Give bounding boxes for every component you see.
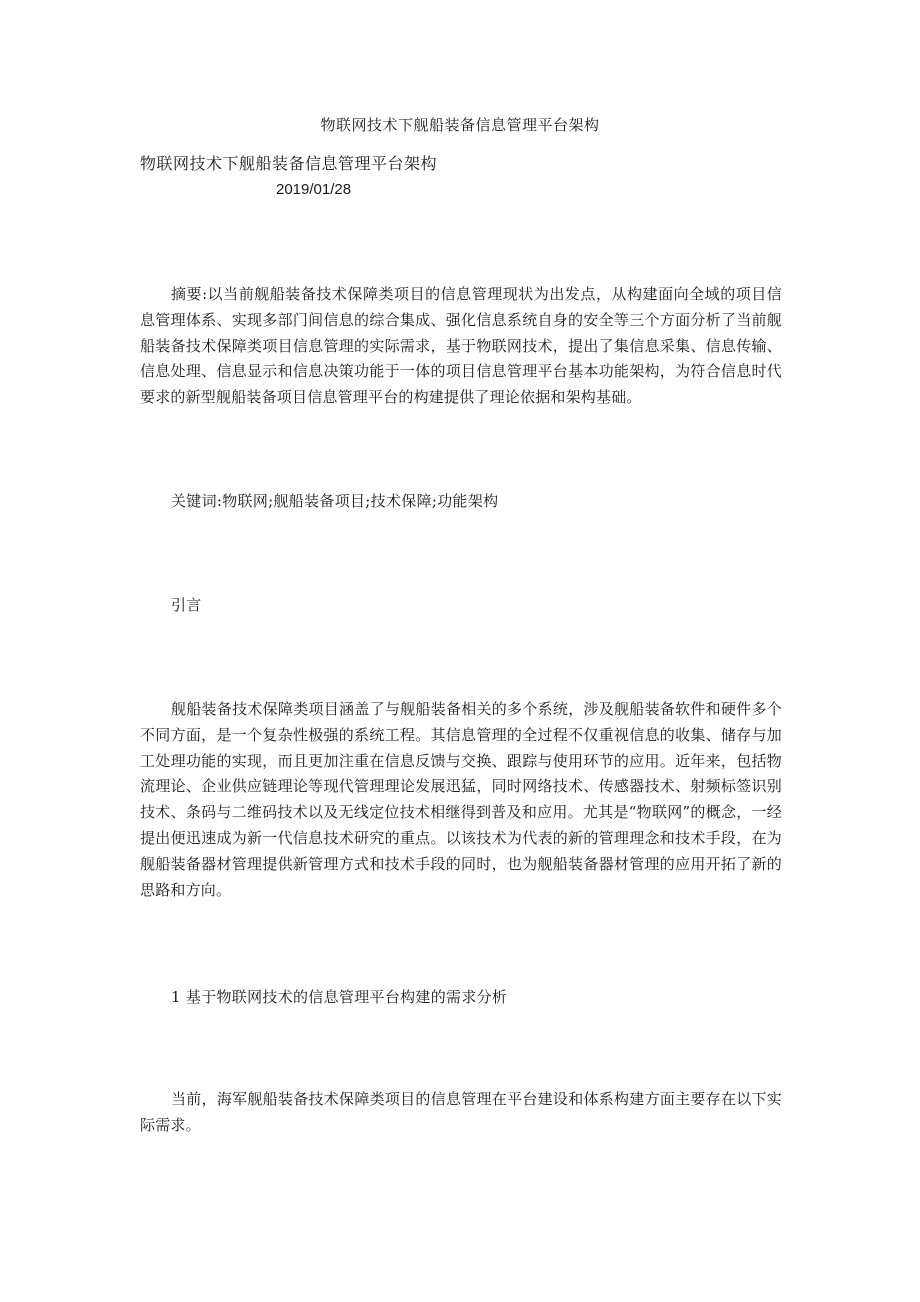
page-header-title: 物联网技术下舰船装备信息管理平台架构: [320, 116, 600, 134]
intro-paragraph: 舰船装备技术保障类项目涵盖了与舰船装备相关的多个系统，涉及舰船装备软件和硬件多个不同方面，是一个复杂性极强的系统工程。其信息管理的全过程不仅重视信息的收集、储存与加工处理功能的实现，而且更加注重在信息反馈与交换、跟踪与使用环节的应用。近年来，包括物流理论、企业供应链理论等现代管理理论发展迅猛，同时网络技术、传感器技术、射频标签识别技术、条码与二维码技术以及无线定位技术相继得到普及和应用。尤其是“物联网”的概念，一经提出便迅速成为新一代信息技术研究的重点。以该技术为代表的新的管理理念和技术手段，在为舰船装备器材管理提供新管理方式和技术手段的同时，也为舰船装备器材管理的应用开拓了新的思路和方向。: [140, 700, 782, 899]
document-title: 物联网技术下舰船装备信息管理平台架构: [140, 154, 438, 173]
section-1-paragraph: 当前，海军舰船装备技术保障类项目的信息管理在平台建设和体系构建方面主要存在以下实际需求。: [140, 1090, 782, 1134]
keywords-line: 关键词:物联网;舰船装备项目;技术保障;功能架构: [171, 492, 499, 510]
document-date: 2019/01/28: [276, 181, 352, 198]
abstract-paragraph: 摘要:以当前舰船装备技术保障类项目的信息管理现状为出发点，从构建面向全域的项目信息管理体系、实现多部门间信息的综合集成、强化信息系统自身的安全等三个方面分析了当前舰船装备技术保障类项目信息管理的实际需求，基于物联网技术，提出了集信息采集、信息传输、信息处理、信息显示和信息决策功能于一体的项目信息管理平台基本功能架构，为符合信息时代要求的新型舰船装备项目信息管理平台的构建提供了理论依据和架构基础。: [140, 285, 782, 407]
section-heading-intro: 引言: [171, 596, 202, 614]
section-heading-1: 1 基于物联网技术的信息管理平台构建的需求分析: [171, 988, 508, 1006]
